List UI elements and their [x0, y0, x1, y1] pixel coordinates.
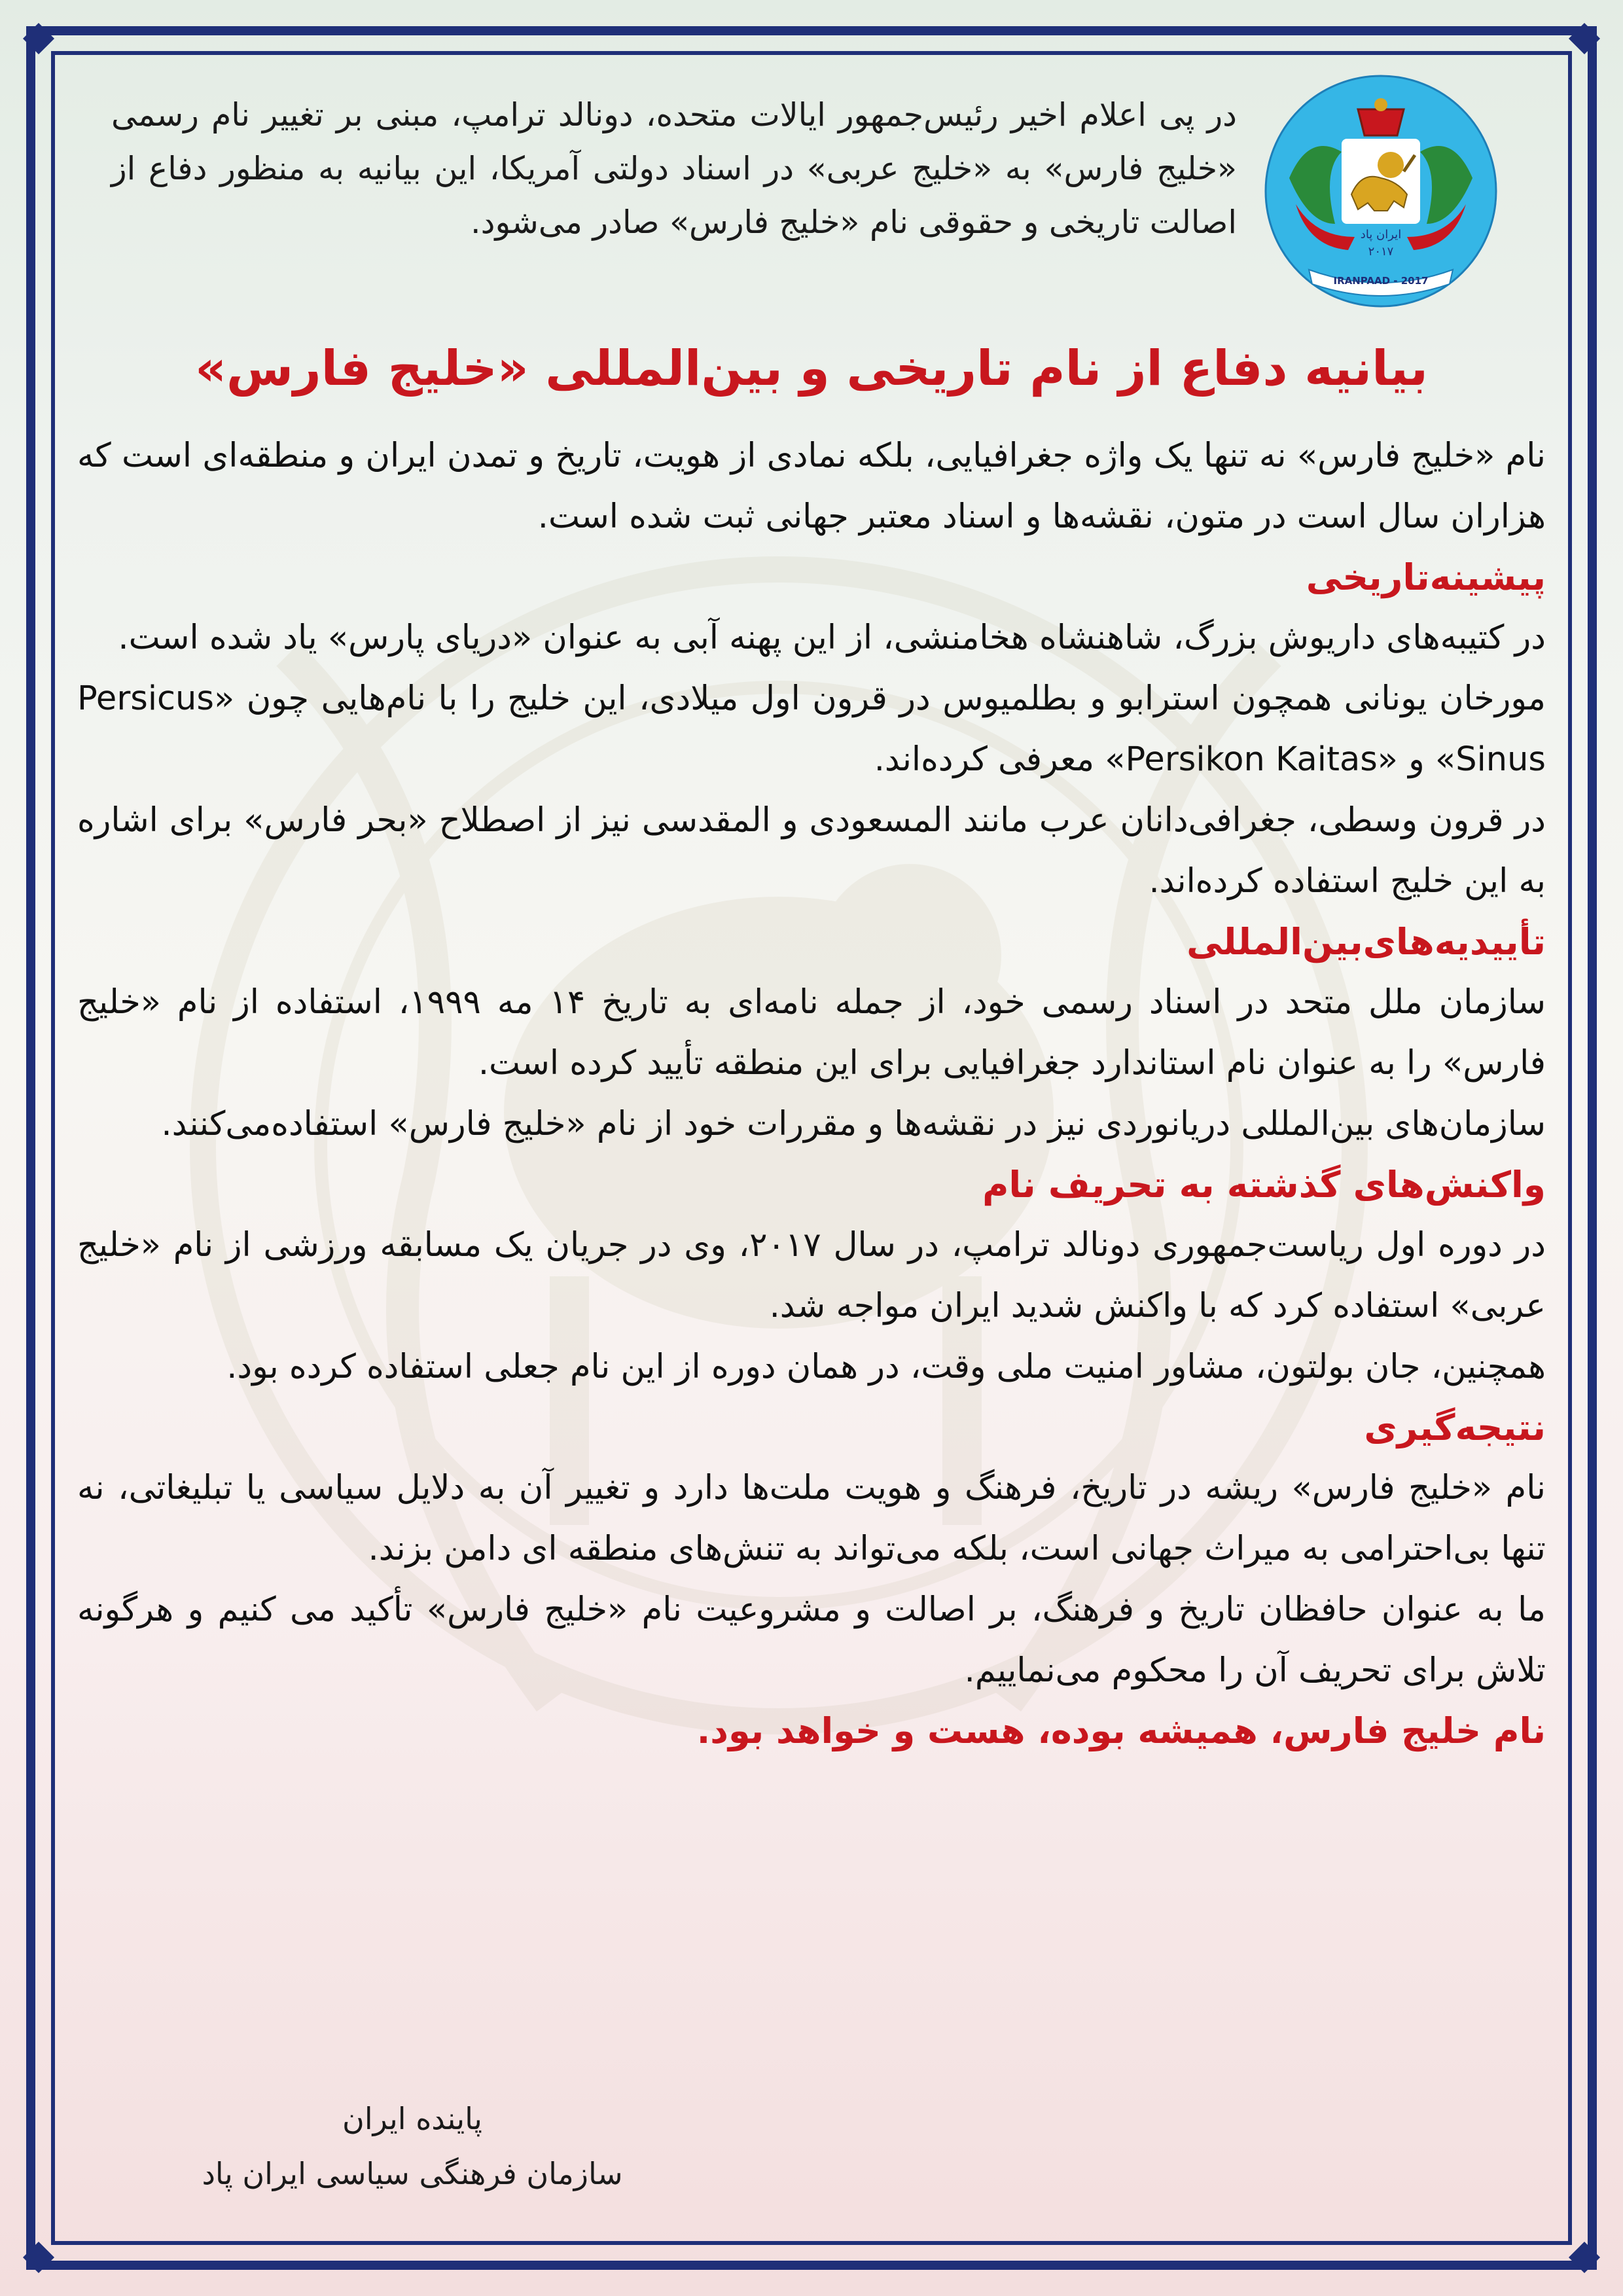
logo-year-text: ۲۰۱۷ — [1368, 245, 1394, 259]
body-paragraph: نام «خلیج فارس» نه تنها یک واژه جغرافیایی، بلکه نمادی از هویت، تاریخ و تمدن ایران و منطقه‌ای است که هزاران سال است در متون، نقشه‌ها و اسناد معتبر جهانی ثبت شده است. — [77, 437, 1546, 536]
body-paragraph: سازمان‌های بین‌المللی دریانوردی نیز در نقشه‌ها و مقررات خود از نام «خلیج فارس» استفاده‌می‌کنند. — [161, 1105, 1546, 1143]
section-heading-conclusion: نتیجه‌گیری — [1364, 1407, 1546, 1448]
section-heading-history: پیشینه‌تاریخی — [1306, 556, 1546, 598]
body-paragraph: در قرون وسطی، جغرافی‌دانان عرب مانند المسعودی و المقدسی نیز از اصطلاح «بحر فارس» برای اشاره به این خلیج استفاده کرده‌اند. — [77, 801, 1546, 901]
body-paragraph: سازمان ملل متحد در اسناد رسمی خود، از جمله نامه‌ای به تاریخ ۱۴ مه ۱۹۹۹، استفاده از نام «خلیج فارس» را به عنوان نام استاندارد جغرافیایی برای این منطقه تأیید کرده است. — [77, 983, 1546, 1083]
signature-line-2: سازمان فرهنگی سیاسی ایران پاد — [202, 2156, 623, 2191]
iranpaad-logo-icon — [1263, 73, 1499, 309]
body-paragraph: در کتیبه‌های داریوش بزرگ، شاهنشاه هخامنشی، از این پهنه آبی به عنوان «دریای پارس» یاد شده است. — [118, 619, 1546, 657]
body-paragraph: نام «خلیج فارس» ریشه در تاریخ، فرهنگ و هویت ملت‌ها دارد و تغییر آن به دلایل سیاسی یا تبلیغاتی، نه تنها بی‌احترامی به میراث جهانی است، بلکه می‌تواند به تنش‌های منطقه ای دامن بزند. — [77, 1469, 1546, 1568]
page-title: بیانیه دفاع از نام تاریخی و بین‌المللی «خلیج فارس» — [195, 340, 1428, 397]
intro-paragraph: در پی اعلام اخیر رئیس‌جمهور ایالات متحده، دونالد ترامپ، مبنی بر تغییر نام رسمی «خلیج فارس» به «خلیج عربی» در اسناد دولتی آمریکا، این بیانیه به منظور دفاع از اصالت تاریخی و حقوقی نام «خلیج فارس» صادر می‌شود. — [111, 96, 1237, 241]
signature-block — [164, 2091, 661, 2201]
body-paragraph: مورخان یونانی همچون استرابو و بطلمیوس در قرون اول میلادی، این خلیج را با نام‌هایی چون «Persicus Sinus» و «Persikon Kaitas» معرفی کرده‌اند. — [77, 679, 1546, 779]
section-heading-international: تأییدیه‌های‌بین‌المللی — [1186, 921, 1546, 963]
closing-slogan: نام خلیج فارس، همیشه بوده، هست و خواهد بود. — [696, 1710, 1546, 1751]
statement-body — [77, 425, 1546, 1761]
body-paragraph: در دوره اول ریاست‌جمهوری دونالد ترامپ، در سال ۲۰۱۷، وی در جریان یک مسابقه ورزشی از نام «خلیج عربی» استفاده کرد که با واکنش شدید ایران مواجه شد. — [77, 1226, 1546, 1325]
body-paragraph: همچنین، جان بولتون، مشاور امنیت ملی وقت، در همان دوره از این نام جعلی استفاده کرده بود. — [226, 1348, 1546, 1386]
section-heading-reactions: واکنش‌های گذشته به تحریف نام — [982, 1164, 1546, 1206]
signature-line-1: پاینده ایران — [342, 2101, 482, 2136]
body-paragraph: ما به عنوان حافظان تاریخ و فرهنگ، بر اصالت و مشروعیت نام «خلیج فارس» تأکید می کنیم و هرگونه تلاش برای تحریف آن را محکوم می‌نماییم. — [77, 1590, 1546, 1690]
logo-ribbon-text: IRANPAAD - 2017 — [1333, 275, 1429, 287]
logo-badge-text: ایران پاد — [1360, 228, 1402, 242]
